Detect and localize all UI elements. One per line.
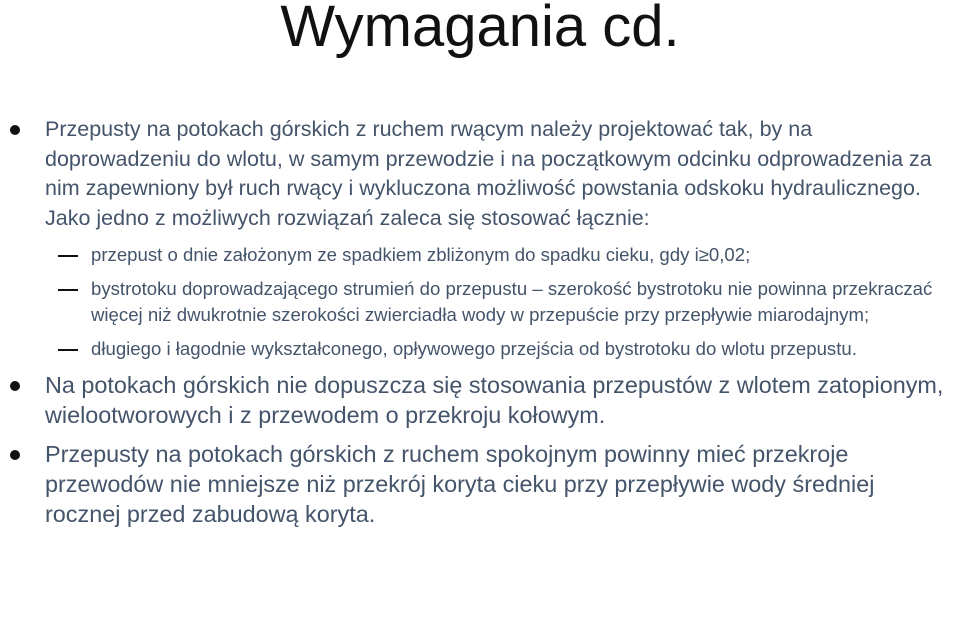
sub-item-3 [0,336,960,362]
sub-item-2-text: bystrotoku doprowadzającego strumień do przepustu – szerokość bystrotoku nie powinna przekraczać więcej niż dwukrotnie szerokości zwierciadła wody w przepuście przy przepływie miarodajnym; [91,278,933,325]
sub-item-1-text: przepust o dnie założonym ze spadkiem zbliżonym do spadku cieku, gdy i≥0,02; [91,244,751,265]
sub-item-2 [0,276,960,328]
slide-title: Wymagania cd. [280,0,680,59]
bullet-item-2-text: Na potokach górskich nie dopuszcza się stosowania przepustów z wlotem zatopionym, wielootworowych i z przewodem o przekroju kołowym. [45,372,944,428]
slide-content [0,115,960,529]
sub-list [0,242,960,362]
bullet-icon [10,450,20,460]
bullet-item-1-text [45,115,945,233]
dash-icon [58,349,78,351]
dash-icon [58,255,78,257]
bullet-item-1-text-part2: Jako jedno z możliwych rozwiązań zaleca się stosować łącznie: [45,205,650,230]
dash-icon [58,289,78,291]
bullet-icon [10,125,20,135]
sub-item-3-text: długiego i łagodnie wykształconego, opływowego przejścia od bystrotoku do wlotu przepustu. [91,338,857,359]
bullet-item-2 [0,370,960,430]
sub-item-1 [0,242,960,268]
bullet-item-3-text: Przepusty na potokach górskich z ruchem spokojnym powinny mieć przekroje przewodów nie mniejsze niż przekrój koryta cieku przy przepływie wody średniej rocznej przed zabudową koryta. [45,441,875,527]
bullet-item-1 [0,115,960,362]
bullet-item-1-text-part1: Przepusty na potokach górskich z ruchem rwącym należy projektować tak, by na doprowadzeniu do wlotu, w samym przewodzie i na początkowym odcinku odprowadzenia za nim zapewniony był ruch rwący i wykluczona możliwość powstania odskoku hydraulicznego. [45,117,932,200]
bullet-item-3 [0,439,960,529]
bullet-icon [10,381,20,391]
